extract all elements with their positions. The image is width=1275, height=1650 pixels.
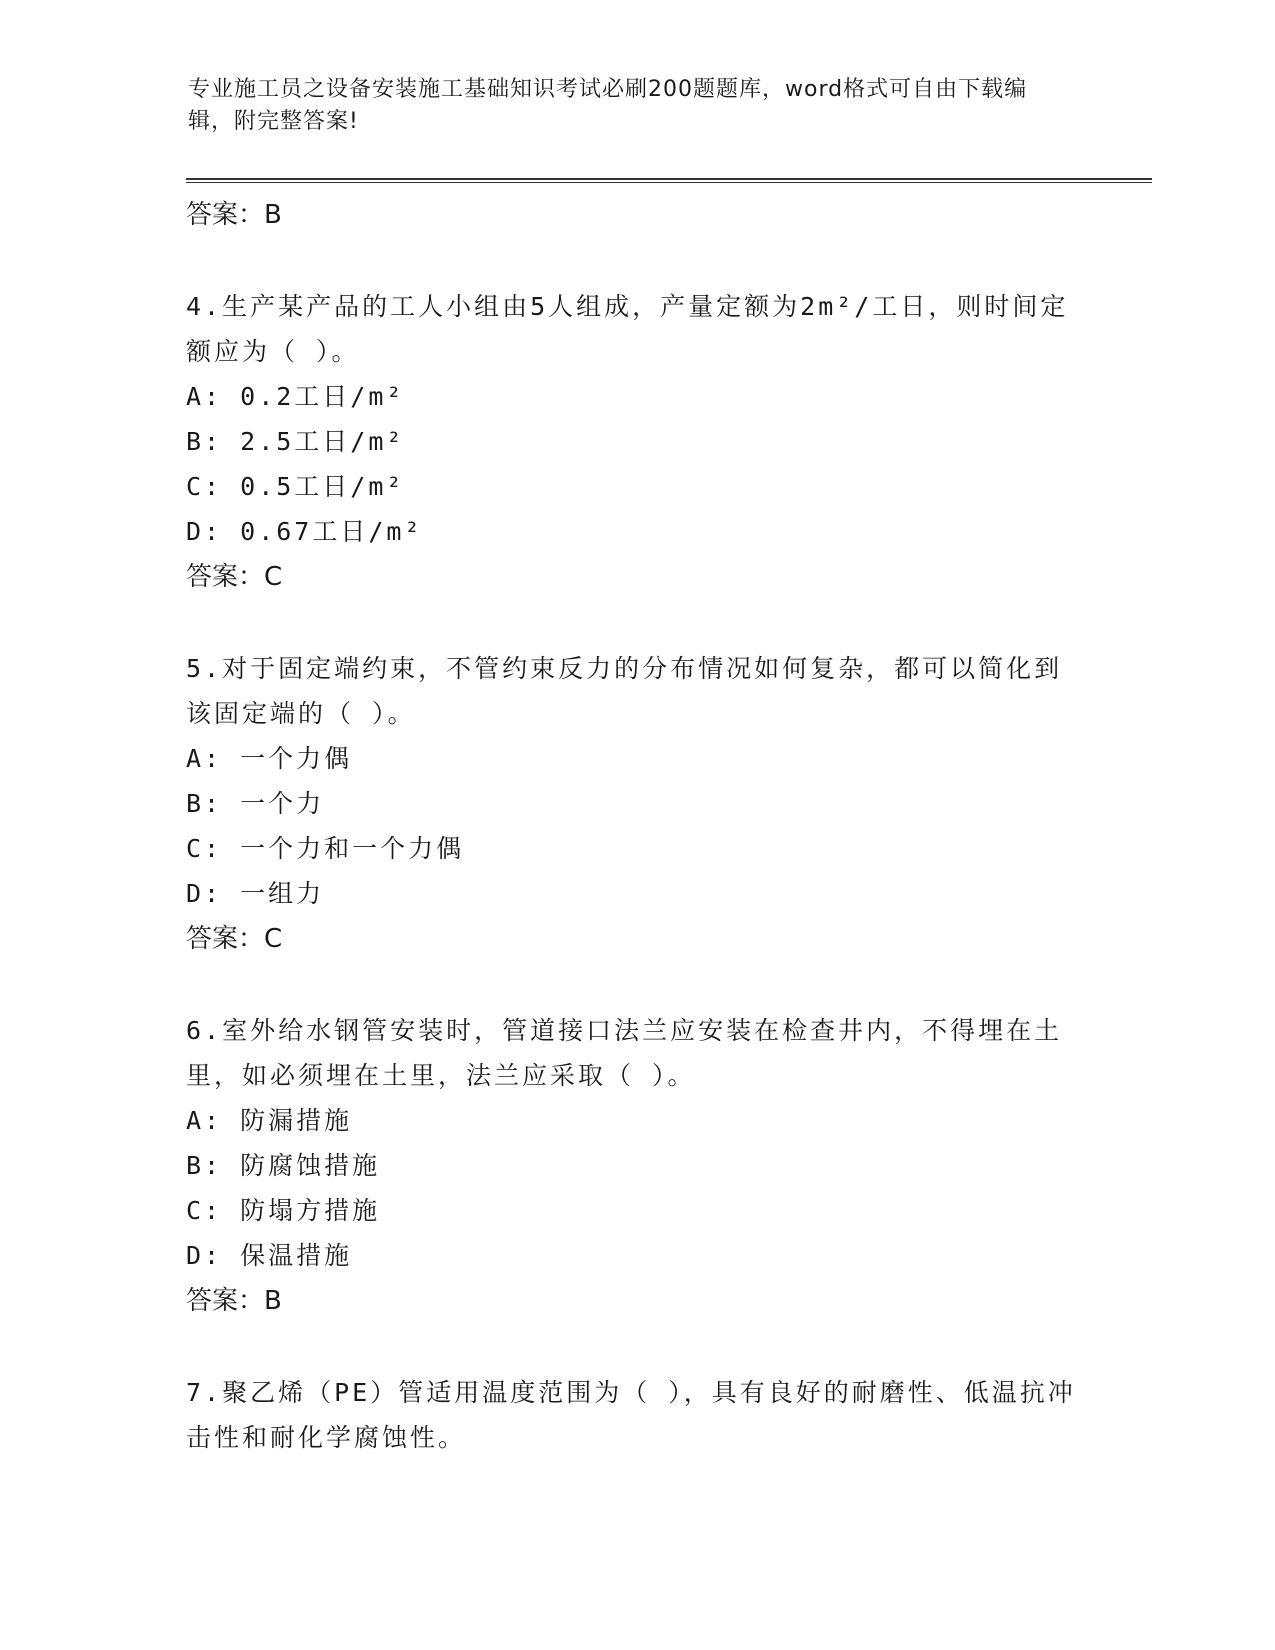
question-text: 7.聚乙烯（PE）管适用温度范围为（ ），具有良好的耐磨性、低温抗冲击性和耐化学腐蚀性。 [186,1378,1076,1452]
question-item [186,1008,1086,1324]
option-a: A: 0.2工日/m² [186,382,405,411]
question-item [186,1370,1086,1460]
option-b: B: 一个力 [186,789,325,818]
option-d: D: 0.67工日/m² [186,517,423,546]
header-divider [186,178,1152,183]
answer-line: 答案：C [186,924,283,954]
option-c: C: 0.5工日/m² [186,472,405,501]
question-text: 4.生产某产品的工人小组由5人组成，产量定额为2m²/工日，则时间定额应为（ ）。 [186,292,1069,366]
option-a: A: 防漏措施 [186,1106,353,1135]
option-c: C: 一个力和一个力偶 [186,834,465,863]
option-d: D: 保温措施 [186,1241,353,1270]
answer-line: 答案：C [186,562,283,592]
answer-line: 答案：B [186,200,282,230]
question-list [186,192,1086,1460]
page-header: 专业施工员之设备安装施工基础知识考试必刷200题题库，word格式可自由下载编辑，附完整答案! [188,77,1028,134]
option-b: B: 2.5工日/m² [186,427,405,456]
question-text: 5.对于固定端约束，不管约束反力的分布情况如何复杂，都可以简化到该固定端的（ ）。 [186,654,1063,728]
option-b: B: 防腐蚀措施 [186,1151,381,1180]
option-d: D: 一组力 [186,879,325,908]
question-item [186,646,1086,962]
answer-line: 答案：B [186,1286,282,1316]
option-a: A: 一个力偶 [186,744,353,773]
question-text: 6.室外给水钢管安装时，管道接口法兰应安装在检查井内，不得埋在土里，如必须埋在土里，法兰应采取（ ）。 [186,1016,1063,1090]
option-c: C: 防塌方措施 [186,1196,381,1225]
question-item [186,284,1086,600]
